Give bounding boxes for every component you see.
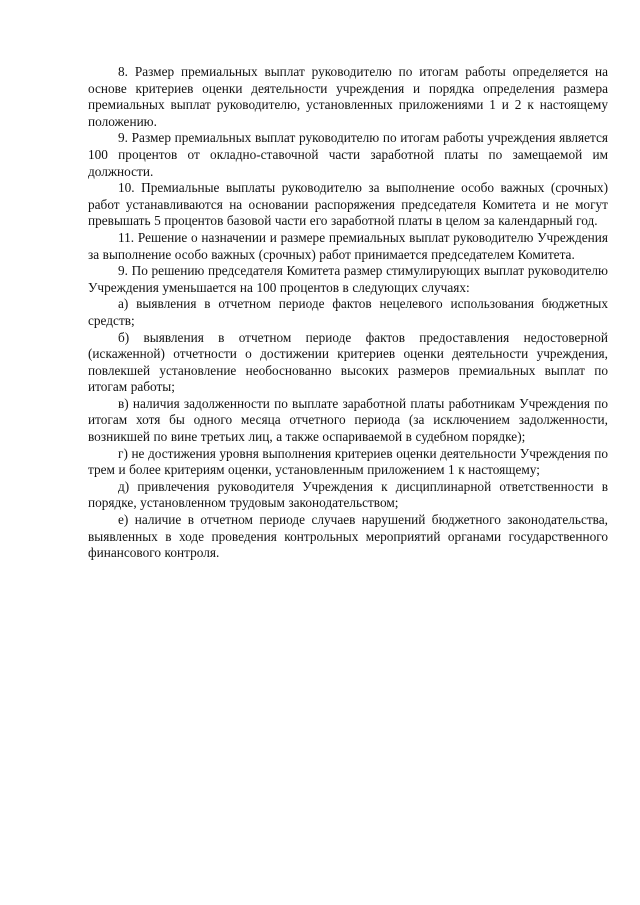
list-item-v: в) наличия задолженности по выплате заработной платы работникам Учреждения по итогам хотя бы одного месяца отчетного периода (за исключением задолженности, возникшей по вине третьих лиц, а также оспариваемой в судебном порядке); xyxy=(88,395,608,445)
document-body xyxy=(88,64,608,562)
list-item-e: е) наличие в отчетном периоде случаев нарушений бюджетного законодательства, выявленных в ходе проведения контрольных мероприятий органами государственного финансового контроля. xyxy=(88,512,608,561)
paragraph-9-premium-percent: 9. Размер премиальных выплат руководителю по итогам работы учреждения является 100 процентов от окладно-ставочной части заработной платы по замещаемой им должности. xyxy=(88,130,608,179)
list-item-d: д) привлечения руководителя Учреждения к дисциплинарной ответственности в порядке, установленном трудовым законодательством; xyxy=(88,478,608,511)
list-item-a: а) выявления в отчетном периоде фактов нецелевого использования бюджетных средств; xyxy=(88,296,608,328)
paragraph-11-decision: 11. Решение о назначении и размере премиальных выплат руководителю Учреждения за выполнение особо важных (срочных) работ принимается председателем Комитета. xyxy=(88,229,608,262)
paragraph-9-reduction: 9. По решению председателя Комитета размер стимулирующих выплат руководителю Учреждения уменьшается на 100 процентов в следующих случаях: xyxy=(88,263,608,295)
paragraph-8-premium-size: 8. Размер премиальных выплат руководителю по итогам работы определяется на основе критериев оценки деятельности учреждения и порядка определения размера премиальных выплат руководителю, установленных приложениями 1 и 2 к настоящему положению. xyxy=(88,64,608,129)
list-item-b: б) выявления в отчетном периоде фактов предоставления недостоверной (искаженной) отчетности о достижении критериев оценки деятельности учреждения, повлекшей установление необоснованно высоких размеров премиальных выплат по итогам работы; xyxy=(88,329,608,395)
paragraph-10-urgent-work: 10. Премиальные выплаты руководителю за выполнение особо важных (срочных) работ устанавливаются на основании распоряжения председателя Комитета и не могут превышать 5 процентов базовой части его заработной платы в целом за календарный год. xyxy=(88,180,608,229)
list-item-g: г) не достижения уровня выполнения критериев оценки деятельности Учреждения по трем и более критериям оценки, установленным приложением 1 к настоящему; xyxy=(88,445,608,478)
